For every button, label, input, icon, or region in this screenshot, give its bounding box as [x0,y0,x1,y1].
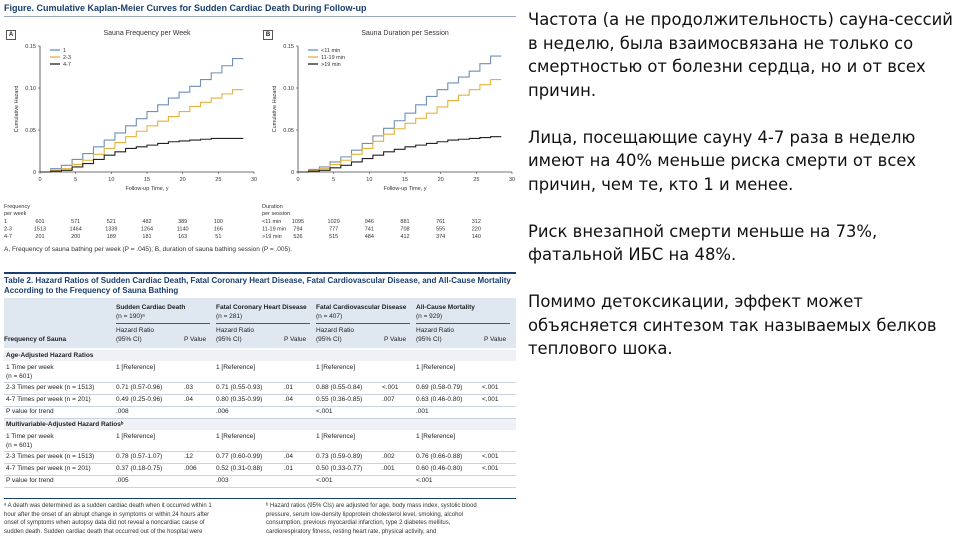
table-row-label: 1 Time per week [6,433,54,440]
panel-title: Sauna Frequency per Week [103,30,191,37]
table-cell: 1 [Reference] [416,364,456,371]
y-tick-label: 0.05 [283,128,294,134]
table-cell: 1 [Reference] [216,433,256,440]
table-row-divider [4,382,516,383]
at-risk-count: 777 [329,226,339,233]
table-cell: .006 [184,465,197,472]
at-risk-count: 1339 [105,226,118,233]
table-cell: .12 [184,453,194,460]
table-cell: 0.71 (0.55-0.93) [216,384,263,391]
at-risk-count: 794 [293,226,303,233]
table-row-divider [4,451,516,452]
table-row-divider [4,475,516,476]
at-risk-count: 200 [71,234,81,240]
at-risk-count: 1264 [140,226,154,233]
table-footnotes [4,498,516,538]
table-cell: .002 [382,453,395,460]
table-p-label: P Value [484,336,507,343]
table-cell: 1 [Reference] [116,433,156,440]
km-series-line [40,90,243,172]
table-row-divider [4,394,516,395]
table-outcome-name: Fatal Coronary Heart Disease [216,304,307,311]
table-cell: <.001 [416,477,433,484]
table-cell: 1 [Reference] [316,364,356,371]
table-hr-label: Hazard Ratio [116,327,154,334]
table-group-label: Age-Adjusted Hazard Ratios [6,352,94,359]
table-cell: .001 [382,465,395,472]
at-risk-count: 1029 [327,219,340,225]
table-p-label: P Value [284,336,307,343]
table-cell: 0.63 (0.46-0.80) [416,396,463,403]
at-risk-count: 220 [471,226,481,233]
panel-letter-a: A [6,30,16,40]
x-tick-label: 10 [108,177,115,183]
at-risk-count: 1464 [69,226,82,233]
legend-label: 11-19 min [321,55,346,61]
table-cell: 0.76 (0.66-0.88) [416,453,463,460]
table-hr-label: Hazard Ratio [416,327,454,334]
km-panel-frequency [2,20,258,245]
x-tick-label: 15 [401,177,409,183]
table-row-divider [4,487,516,488]
table-outcome-name: Sudden Cardiac Death [116,304,186,311]
y-axis-label: Cumulative Hazard [272,85,278,133]
table-cell: 0.52 (0.31-0.88) [216,465,263,472]
table-cell: .001 [416,408,429,415]
table-row-label: 4-7 Times per week (n = 201) [6,465,91,472]
table-ci-label: (95% CI) [416,336,442,343]
table-cell: <.001 [482,396,499,403]
at-risk-count: 166 [213,226,223,233]
legend-label: 1 [63,48,67,54]
legend-label: <11 min [321,48,341,54]
at-risk-count: 555 [436,226,446,233]
at-risk-count: 181 [142,234,152,240]
table-row-divider [4,406,516,407]
table-cell: <.001 [316,408,333,415]
y-tick-label: 0.15 [25,44,36,50]
table-cell: .03 [184,384,194,391]
table-row-label: 2-3 Times per week (n = 1513) [6,453,95,460]
at-risk-count: 741 [364,226,374,233]
at-risk-row-label: >19 min [262,234,282,240]
table-cell: .04 [184,396,194,403]
table-row-label: 2-3 Times per week (n = 1513) [6,384,95,391]
x-tick-label: 15 [143,177,151,183]
footnote-a: ᵃ A death was determined as a sudden cardiac death when it occurred within 1 hour after the onset of an abrupt change in symptoms or within 24 hours after onset of symptoms when autopsy data did not reveal a noncardiac cause of sudden death. Sudden cardiac death that occurred out of the hospital were [4,503,212,535]
figure-title: Figure. Cumulative Kaplan-Meier Curves for Sudden Cardiac Death During Follow-up [4,3,367,13]
x-tick-label: 30 [508,177,516,183]
at-risk-count: 571 [71,219,81,225]
km-panel-duration [260,20,516,245]
table-row-label: 1 Time per week [6,364,54,371]
table-outcome-n: (n = 281) [216,313,243,320]
table-row-divider [4,463,516,464]
y-tick-label: 0 [290,170,294,176]
at-risk-count: 374 [436,234,446,240]
table-cell: .006 [216,408,229,415]
table-outcome-rule [116,323,210,324]
at-risk-count: 484 [364,234,374,240]
table-group-label: Multivariable-Adjusted Hazard Ratiosᵇ [6,421,124,428]
at-risk-row-label: <11 min [262,219,282,225]
x-tick-label: 30 [250,177,258,183]
at-risk-row-label: 1 [4,219,8,225]
table-cell: 0.60 (0.46-0.80) [416,465,463,472]
at-risk-row-label: 11-19 min [262,226,287,233]
table-cell: .01 [284,384,294,391]
km-series-line [40,138,243,172]
at-risk-heading: Frequency [4,204,30,210]
table-cell: 1 [Reference] [316,433,356,440]
figure-caption: A, Frequency of sauna bathing per week (P = .045); B, duration of sauna bathing session (P = .005). [4,246,293,253]
table-outcome-n: (n = 407) [316,313,343,320]
panel-letter-b: B [263,30,273,40]
at-risk-count: 482 [142,219,152,225]
figure-title-rule [4,16,516,17]
table-cell: 0.78 (0.57-1.07) [116,453,163,460]
table-cell: 0.73 (0.59-0.89) [316,453,363,460]
y-tick-label: 0.05 [25,128,36,134]
y-tick-label: 0 [32,170,36,176]
table-outcome-n: (n = 190)ᵃ [116,313,145,320]
at-risk-count: 881 [400,219,410,225]
x-tick-label: 20 [437,177,444,183]
at-risk-count: 389 [178,219,188,225]
table-hr-label: Hazard Ratio [216,327,254,334]
x-tick-label: 5 [74,177,78,183]
x-tick-label: 25 [473,177,480,183]
at-risk-count: 946 [364,219,374,225]
table-cell: 0.50 (0.33-0.77) [316,465,363,472]
paragraph-heat-shock: Помимо детоксикации, эффект может объясняется синтезом так называемых белков теплового шока. [528,292,937,358]
at-risk-count: 761 [436,219,446,225]
x-axis-label: Follow-up Time, y [383,186,427,192]
at-risk-count: 312 [471,219,481,225]
table-row-label: P value for trend [6,477,54,484]
table-row-label: P value for trend [6,408,54,415]
x-tick-label: 25 [215,177,222,183]
table-cell: 1 [Reference] [216,364,256,371]
paragraph-frequency: Частота (а не продолжительность) сауна-сессий в неделю, была взаимосвязана не только со смертностью от болезни сердца, но и от всех причин. [528,10,953,100]
at-risk-row-label: 4-7 [4,234,12,240]
km-series-line [298,80,501,172]
legend-label: 2-3 [63,55,71,61]
table-outcome-rule [216,323,310,324]
paragraph-mortality: Лица, посещающие сауну 4-7 раза в неделю имеют на 40% меньше риска смерти от всех причин, чем те, кто 1 и менее. [528,127,917,194]
table-cell: .04 [284,396,294,403]
table-cell: 1 [Reference] [416,433,456,440]
table-cell: <.001 [482,453,499,460]
table-cell: 0.37 (0.18-0.75) [116,465,163,472]
table-cell: 0.77 (0.60-0.99) [216,453,263,460]
at-risk-heading: per week [4,211,27,217]
table-cell: 0.49 (0.25-0.96) [116,396,163,403]
table-cell: <.001 [482,465,499,472]
table-ci-label: (95% CI) [316,336,342,343]
y-tick-label: 0.15 [283,44,294,50]
at-risk-count: 521 [106,219,116,225]
at-risk-count: 189 [106,234,116,240]
footnote-b: ᵇ Hazard ratios (95% CIs) are adjusted for age, body mass index, systolic blood pressure, serum low-density lipoprotein cholesterol level, smoking, alcohol consumption, previous myocardial infarction, type 2 diabetes mellitus, cardiorespiratory fitness, resting heart rate, physical activity, and [266,503,477,535]
km-chart-svg [260,20,516,245]
at-risk-count: 412 [400,234,410,240]
table-cell: .005 [116,477,129,484]
x-tick-label: 0 [38,177,42,183]
km-series-line [40,59,243,172]
table-row-label-sub: (n = 601) [6,373,33,380]
table-title: Table 2. Hazard Ratios of Sudden Cardiac Death, Fatal Coronary Heart Disease, Fatal Cardiovascular Disease, and All-Cause Mortality According to the Frequency of Sauna Bathing [4,276,511,295]
at-risk-row-label: 2-3 [4,226,12,233]
y-tick-label: 0.10 [283,86,294,92]
at-risk-count: 201 [35,234,45,240]
legend-label: 4-7 [63,62,71,68]
table-cell: <.001 [316,477,333,484]
paragraph-sudden-death: Риск внезапной смерти меньше на 73%, фатальной ИБС на 48%. [528,221,878,264]
table-cell: .04 [284,453,294,460]
x-axis-label: Follow-up Time, y [125,186,169,192]
x-tick-label: 5 [332,177,336,183]
at-risk-count: 1095 [291,219,305,225]
y-tick-label: 0.10 [25,86,36,92]
table-row-label: 4-7 Times per week (n = 201) [6,396,91,403]
table-ci-label: (95% CI) [216,336,242,343]
table-col-frequency: Frequency of Sauna [4,336,67,343]
table-cell: .01 [284,465,294,472]
table-outcome-name: All-Cause Mortality [416,304,475,311]
legend-label: >19 min [321,62,341,68]
table-hr-label: Hazard Ratio [316,327,354,334]
hazard-ratio-table [4,298,516,492]
table-cell: 0.69 (0.58-0.79) [416,384,463,391]
table-cell: <.001 [382,384,399,391]
table-cell: .007 [382,396,395,403]
table-outcome-rule [316,323,410,324]
at-risk-count: 515 [329,234,339,240]
at-risk-count: 708 [400,226,410,233]
at-risk-count: 163 [178,234,188,240]
table-top-rule [4,272,516,274]
at-risk-count: 1140 [176,226,189,233]
at-risk-count: 140 [471,234,481,240]
table-cell: 0.80 (0.35-0.99) [216,396,263,403]
table-row-label-sub: (n = 601) [6,442,33,449]
at-risk-count: 1513 [33,226,47,233]
km-series-line [298,56,501,172]
table-cell: 0.55 (0.36-0.85) [316,396,363,403]
at-risk-count: 526 [293,234,303,240]
at-risk-count: 100 [213,219,223,225]
km-chart-svg [2,20,258,245]
table-cell: <.001 [482,384,499,391]
at-risk-heading: per session [262,211,291,217]
table-ci-label: (95% CI) [116,336,142,343]
table-cell: .003 [216,477,229,484]
table-cell: 0.71 (0.57-0.96) [116,384,163,391]
y-axis-label: Cumulative Hazard [14,85,20,133]
table-outcome-rule [416,323,510,324]
table-cell: .008 [116,408,129,415]
summary-text [528,8,954,384]
x-tick-label: 0 [296,177,300,183]
table-outcome-n: (n = 929) [416,313,443,320]
at-risk-count: 51 [215,234,222,240]
at-risk-heading: Duration [262,204,283,210]
table-p-label: P Value [184,336,207,343]
at-risk-count: 601 [35,219,45,225]
x-tick-label: 10 [366,177,373,183]
table-cell: 1 [Reference] [116,364,156,371]
x-tick-label: 20 [179,177,186,183]
panel-title: Sauna Duration per Session [361,30,449,37]
table-cell: 0.88 (0.55-0.84) [316,384,363,391]
table-outcome-name: Fatal Cardiovascular Disease [316,304,407,311]
table-p-label: P Value [384,336,407,343]
